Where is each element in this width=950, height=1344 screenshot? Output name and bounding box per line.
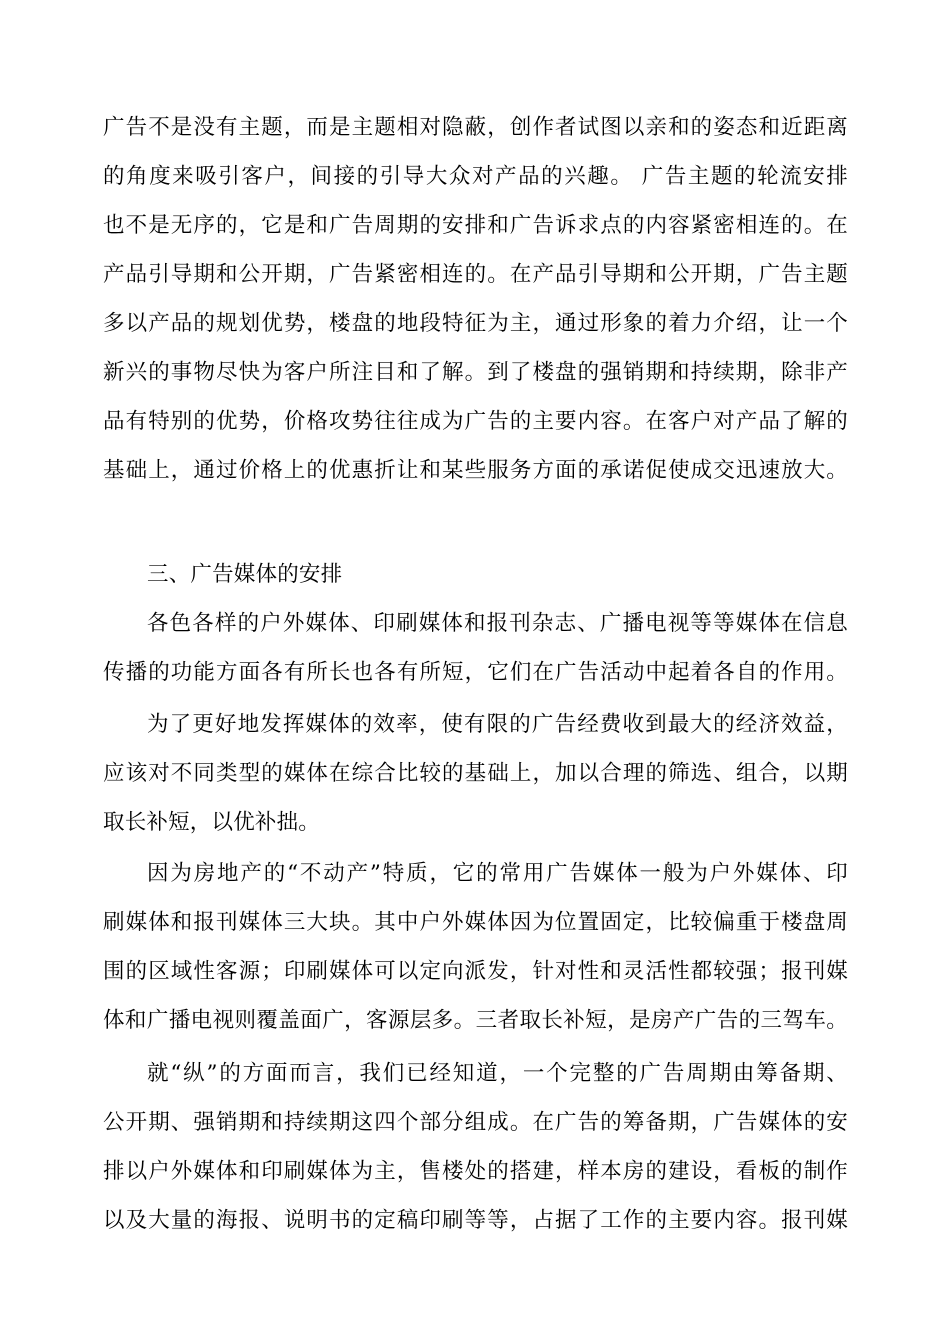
paragraph-line: 排以户外媒体和印刷媒体为主，售楼处的搭建，样本房的建设，看板的制作	[103, 1159, 848, 1184]
paragraph-line: 公开期、强销期和持续期这四个部分组成。在广告的筹备期，广告媒体的安	[103, 1110, 848, 1135]
paragraph-line: 广告不是没有主题，而是主题相对隐蔽，创作者试图以亲和的姿态和近距离	[103, 115, 848, 140]
paragraph-line: 因为房地产的“不动产”特质，它的常用广告媒体一般为户外媒体、印	[147, 861, 848, 886]
section-heading: 三、广告媒体的安排	[147, 562, 343, 587]
paragraph-line: 也不是无序的，它是和广告周期的安排和广告诉求点的内容紧密相连的。在	[103, 213, 848, 238]
paragraph-line: 就“纵”的方面而言，我们已经知道，一个完整的广告周期由筹备期、	[147, 1061, 848, 1086]
paragraph-line: 取长补短，以优补拙。	[103, 810, 321, 835]
paragraph-line: 产品引导期和公开期，广告紧密相连的。在产品引导期和公开期，广告主题	[103, 262, 848, 287]
paragraph-line: 为了更好地发挥媒体的效率，使有限的广告经费收到最大的经济效益，	[147, 712, 848, 737]
paragraph-line: 应该对不同类型的媒体在综合比较的基础上，加以合理的筛选、组合，以期	[103, 761, 848, 786]
paragraph-line: 的角度来吸引客户，间接的引导大众对产品的兴趣。 广告主题的轮流安排	[103, 164, 849, 189]
paragraph-line: 品有特别的优势，价格攻势往往成为广告的主要内容。在客户对产品了解的	[103, 409, 848, 434]
paragraph-line: 围的区域性客源；印刷媒体可以定向派发，针对性和灵活性都较强；报刊媒	[103, 959, 848, 984]
paragraph-line: 传播的功能方面各有所长也各有所短，它们在广告活动中起着各自的作用。	[103, 660, 848, 685]
paragraph-line: 体和广播电视则覆盖面广，客源层多。三者取长补短，是房产广告的三驾车。	[103, 1008, 848, 1033]
paragraph-line: 刷媒体和报刊媒体三大块。其中户外媒体因为位置固定，比较偏重于楼盘周	[103, 910, 848, 935]
paragraph-line: 多以产品的规划优势，楼盘的地段特征为主，通过形象的着力介绍，让一个	[103, 311, 848, 336]
paragraph-line: 新兴的事物尽快为客户所注目和了解。到了楼盘的强销期和持续期，除非产	[103, 360, 848, 385]
paragraph-line: 基础上，通过价格上的优惠折让和某些服务方面的承诺促使成交迅速放大。	[103, 458, 848, 483]
paragraph-line: 以及大量的海报、说明书的定稿印刷等等，占据了工作的主要内容。报刊媒	[103, 1208, 848, 1233]
paragraph-line: 各色各样的户外媒体、印刷媒体和报刊杂志、广播电视等等媒体在信息	[147, 611, 848, 636]
